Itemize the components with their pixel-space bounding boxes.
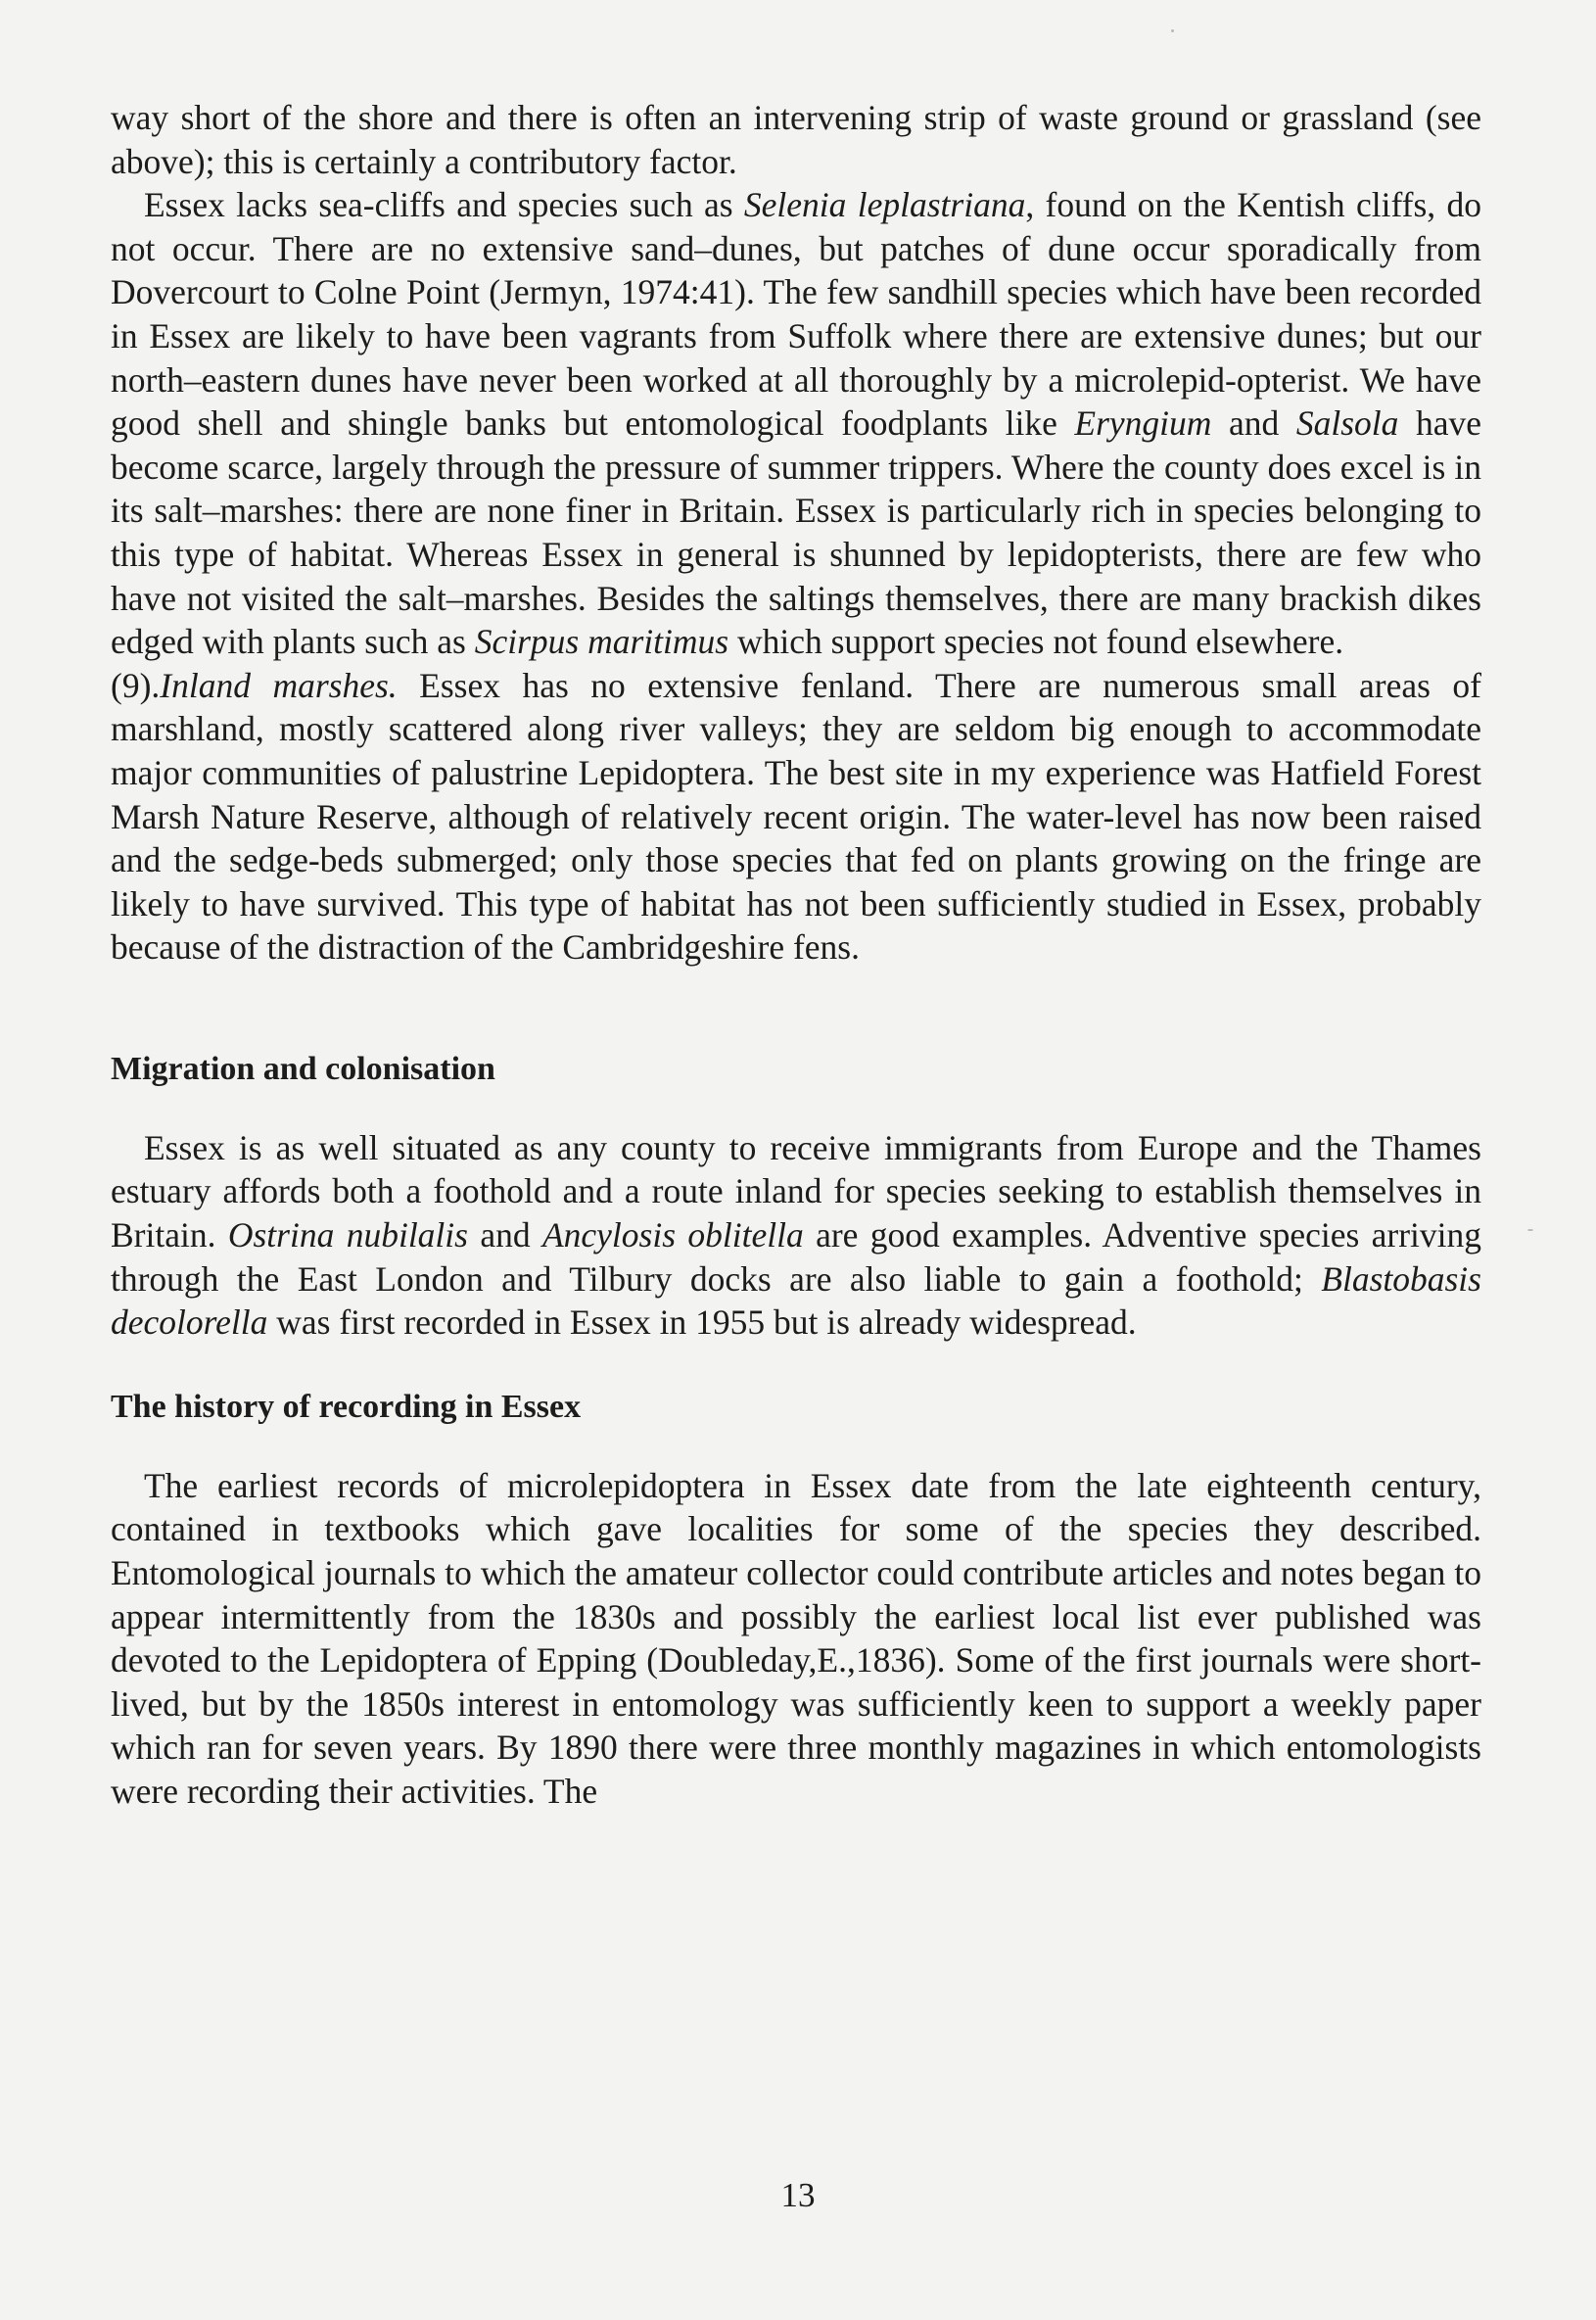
text-run: , found on the Kentish cliffs, do not occur. There are no extensive sand–dunes, but patches of dune occur sporadically from Dovercourt to Colne Point (Jermyn, 1974:41). The few sandhill species which have been recorded in Essex are likely to have been vagrants from Suffolk where there are extensive dunes; but our north–eastern dunes have never been worked at all thoroughly by a microlepid-opterist. We have good shell and shingle banks but entomological foodplants like [111, 185, 1481, 444]
section-heading-history: The history of recording in Essex [111, 1388, 582, 1425]
text-run: way short of the shore and there is often an intervening strip of waste ground or grassland (see above); this is certainly a contributory factor. [111, 98, 1481, 181]
page-number: 13 [780, 2176, 816, 2214]
text-run: Essex lacks sea-cliffs and species such as [144, 185, 744, 225]
paragraph-inland-marshes [111, 664, 1481, 970]
text-run: (9). [111, 665, 161, 705]
italic-term: Salsola [1295, 403, 1399, 444]
italic-term: Eryngium [1074, 403, 1212, 444]
italic-term: Blastobasis decolorella [111, 1258, 1481, 1343]
section-heading-migration: Migration and colonisation [111, 1050, 495, 1087]
text-run: Essex is as well situated as any county to receive immigrants from Europe and the Thames estuary affords both a foothold and a route inland for species seeking to establish themselves in Britain. [111, 1127, 1481, 1255]
scan-speck [1171, 29, 1174, 32]
text-run: The earliest records of microlepidoptera in Essex date from the late eighteenth century, contained in textbooks which gave localities for some of the species they described. Entomological journals to which the amateur collector could contribute articles and notes began to appear intermittently from the 1830s and possibly the earliest local list ever published was devoted to the Lepidoptera of Epping (Doubleday,E.,1836). Some of the first journals were short-lived, but by the 1850s interest in entomology was sufficiently keen to support a weekly paper which ran for seven years. By 1890 there were three monthly magazines in which entomologists were recording their activities. The [111, 1465, 1481, 1811]
italic-term: Inland marshes. [160, 665, 398, 705]
text-run: have become scarce, largely through the pressure of summer trippers. Where the county does excel is in its salt–marshes: there are none finer in Britain. Essex is particularly rich in species belonging to this type of habitat. Whereas Essex in general is shunned by lepidopterists, there are few who have not visited the salt–marshes. Besides the saltings themselves, there are many brackish dikes edged with plants such as [111, 403, 1481, 662]
paragraph-coastal-cliffs [111, 183, 1481, 664]
paragraph-coastal-continued [111, 96, 1481, 183]
italic-term: Selenia leplastriana [743, 185, 1026, 225]
paragraph-history [111, 1464, 1481, 1814]
italic-term: Ostrina nubilalis [227, 1215, 468, 1255]
text-run: are good examples. Adventive species arriving through the East London and Tilbury docks are also liable to gain a foothold; [111, 1215, 1482, 1299]
scan-speck [1527, 1229, 1533, 1231]
paragraph-migration [111, 1126, 1481, 1345]
italic-term: Scirpus maritimus [474, 622, 729, 662]
text-run: which support species not found elsewhere. [728, 622, 1344, 662]
text-run: and [467, 1215, 542, 1255]
text-run: Essex has no extensive fenland. There are numerous small areas of marshland, mostly scattered along river valleys; they are seldom big enough to accommodate major communities of palustrine Lepidoptera. The best site in my experience was Hatfield Forest Marsh Nature Reserve, although of relatively recent origin. The water-level has now been raised and the sedge-beds submerged; only those species that fed on plants growing on the fringe are likely to have survived. This type of habitat has not been sufficiently studied in Essex, probably because of the distraction of the Cambridgeshire fens. [111, 665, 1482, 968]
text-run: and [1211, 403, 1296, 444]
text-run: was first recorded in Essex in 1955 but is already widespread. [267, 1302, 1137, 1343]
italic-term: Ancylosis oblitella [541, 1215, 804, 1255]
document-page [111, 96, 1481, 1814]
